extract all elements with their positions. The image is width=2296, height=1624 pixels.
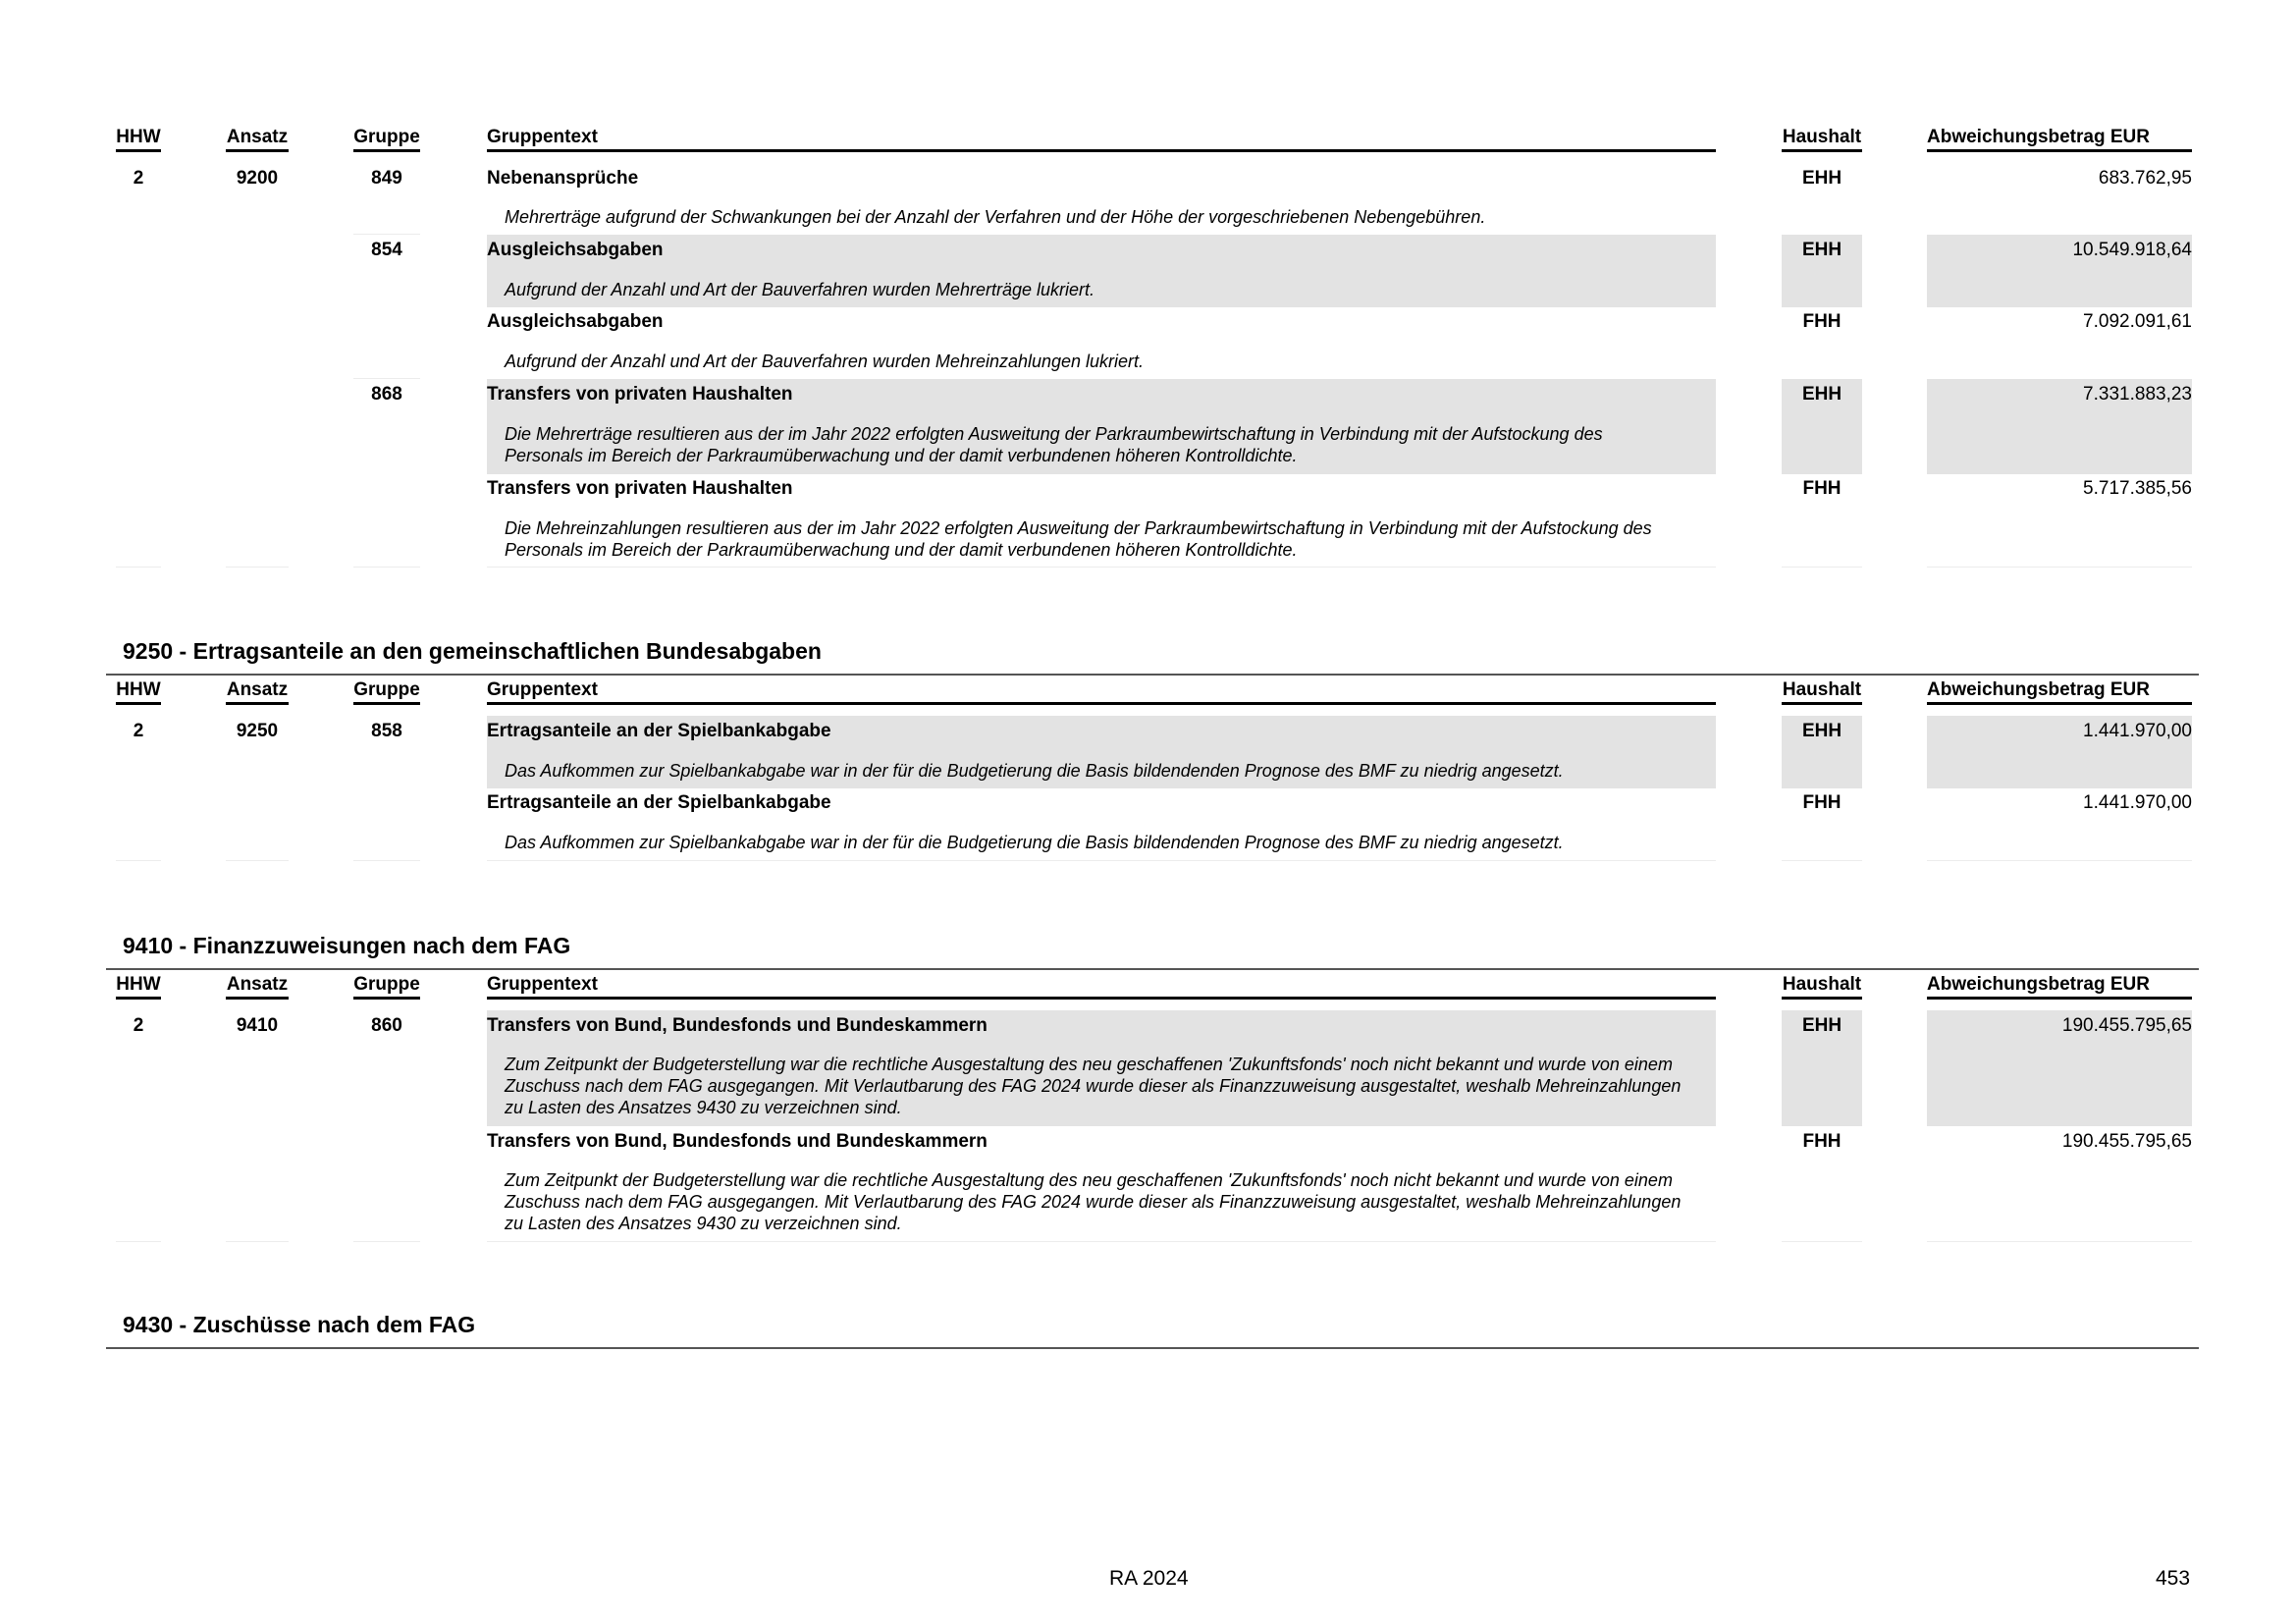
col-gruppentext: Gruppentext: [487, 126, 1716, 152]
haushalt-value: EHH: [1801, 721, 1842, 741]
col-hhw: HHW: [116, 126, 161, 152]
divider: [226, 1241, 289, 1242]
section-title-9250: 9250 - Ertragsanteile an den gemeinschaftlichen Bundesabgaben: [123, 638, 822, 664]
divider: [1927, 567, 2192, 568]
row-description: Zum Zeitpunkt der Budgeterstellung war die rechtliche Ausgestaltung des neu geschaffenen 'Zukunftsfonds' noch nicht bekannt und wurde von einem Zuschuss nach dem FAG ausgegangen. Mit Verlautbarung des FAG 2024 wurde dieser als Finanzzuweisung ausgestaltet, weshalb Mehreinzahlungen zu Lasten des Ansatzes 9430 zu verzeichnen sind.: [505, 1055, 1682, 1117]
row-description: Aufgrund der Anzahl und Art der Bauverfahren wurden Mehreinzahlungen lukriert.: [505, 352, 1145, 371]
divider: [226, 860, 289, 861]
divider: [353, 234, 420, 235]
amount-value: 7.092.091,61: [2083, 311, 2192, 332]
col-betrag: Abweichungsbetrag EUR: [1927, 126, 2192, 152]
divider: [353, 567, 420, 568]
haushalt-value: FHH: [1802, 1131, 1842, 1152]
gruppe-value: 858: [371, 721, 402, 741]
row-title: Ausgleichsabgaben: [487, 311, 664, 332]
row-title: Transfers von privaten Haushalten: [487, 384, 793, 405]
divider: [1927, 1241, 2192, 1242]
col-haushalt: Haushalt: [1782, 126, 1862, 152]
ansatz-value: 9250: [236, 721, 279, 741]
col-gruppe: Gruppe: [353, 678, 420, 705]
amount-value: 5.717.385,56: [2083, 478, 2192, 499]
col-haushalt: Haushalt: [1782, 973, 1862, 1000]
section-divider: [106, 674, 2199, 676]
divider: [1782, 860, 1862, 861]
amount-value: 190.455.795,65: [2061, 1015, 2192, 1036]
row-description: Die Mehreinzahlungen resultieren aus der im Jahr 2022 erfolgten Ausweitung der Parkraumbewirtschaftung in Verbindung mit der Aufstockung des Personals im Bereich der Parkraumüberwachung und der damit verbundenen höheren Kontrolldichte.: [505, 518, 1652, 560]
page-number: 453: [2156, 1567, 2191, 1590]
row-title: Transfers von Bund, Bundesfonds und Bundeskammern: [487, 1131, 988, 1152]
col-hhw: HHW: [116, 678, 161, 705]
row-description: Das Aufkommen zur Spielbankabgabe war in der für die Budgetierung die Basis bildendenden Prognose des BMF zu niedrig angesetzt.: [505, 833, 1564, 852]
row-title: Ausgleichsabgaben: [487, 240, 664, 260]
section-divider: [106, 1347, 2199, 1349]
divider: [353, 860, 420, 861]
haushalt-value: FHH: [1802, 478, 1842, 499]
section-title-9410: 9410 - Finanzzuweisungen nach dem FAG: [123, 933, 571, 958]
divider: [487, 567, 1716, 568]
row-description: Mehrerträge aufgrund der Schwankungen bei der Anzahl der Verfahren und der Höhe der vorgeschriebenen Nebengebühren.: [505, 207, 1486, 227]
amount-value: 7.331.883,23: [2083, 384, 2192, 405]
divider: [487, 1241, 1716, 1242]
amount-value: 190.455.795,65: [2061, 1131, 2192, 1152]
col-hhw: HHW: [116, 973, 161, 1000]
gruppe-value: 849: [371, 168, 402, 189]
row-title: Nebenansprüche: [487, 168, 639, 189]
divider: [226, 567, 289, 568]
col-ansatz: Ansatz: [226, 973, 289, 1000]
amount-value: 683.762,95: [2098, 168, 2192, 189]
divider: [1782, 567, 1862, 568]
hhw-value: 2: [133, 721, 144, 741]
hhw-value: 2: [133, 168, 144, 189]
col-haushalt: Haushalt: [1782, 678, 1862, 705]
section-divider: [106, 968, 2199, 970]
ansatz-value: 9410: [236, 1015, 279, 1036]
amount-value: 10.549.918,64: [2072, 240, 2192, 260]
divider: [116, 1241, 161, 1242]
divider: [487, 860, 1716, 861]
row-description: Das Aufkommen zur Spielbankabgabe war in der für die Budgetierung die Basis bildendenden Prognose des BMF zu niedrig angesetzt.: [505, 761, 1564, 781]
divider: [1927, 860, 2192, 861]
col-betrag: Abweichungsbetrag EUR: [1927, 973, 2192, 1000]
haushalt-value: EHH: [1801, 1015, 1842, 1036]
col-gruppe: Gruppe: [353, 126, 420, 152]
gruppe-value: 854: [371, 240, 402, 260]
row-title: Ertragsanteile an der Spielbankabgabe: [487, 792, 831, 813]
row-title: Ertragsanteile an der Spielbankabgabe: [487, 721, 831, 741]
row-description: Aufgrund der Anzahl und Art der Bauverfahren wurden Mehrerträge lukriert.: [505, 280, 1095, 299]
col-ansatz: Ansatz: [226, 126, 289, 152]
gruppe-value: 868: [371, 384, 402, 405]
hhw-value: 2: [133, 1015, 144, 1036]
haushalt-value: EHH: [1801, 384, 1842, 405]
haushalt-value: FHH: [1802, 311, 1842, 332]
col-gruppe: Gruppe: [353, 973, 420, 1000]
gruppe-value: 860: [371, 1015, 402, 1036]
haushalt-value: EHH: [1801, 168, 1842, 189]
haushalt-value: EHH: [1801, 240, 1842, 260]
row-title: Transfers von Bund, Bundesfonds und Bundeskammern: [487, 1015, 988, 1036]
divider: [353, 1241, 420, 1242]
section-title-9430: 9430 - Zuschüsse nach dem FAG: [123, 1312, 476, 1337]
col-gruppentext: Gruppentext: [487, 973, 1716, 1000]
ansatz-value: 9200: [236, 168, 279, 189]
amount-value: 1.441.970,00: [2083, 721, 2192, 741]
col-ansatz: Ansatz: [226, 678, 289, 705]
row-title: Transfers von privaten Haushalten: [487, 478, 793, 499]
haushalt-value: FHH: [1802, 792, 1842, 813]
amount-value: 1.441.970,00: [2083, 792, 2192, 813]
row-description: Die Mehrerträge resultieren aus der im Jahr 2022 erfolgten Ausweitung der Parkraumbewirtschaftung in Verbindung mit der Aufstockung des Personals im Bereich der Parkraumüberwachung und der damit verbundenen höheren Kontrolldichte.: [505, 424, 1603, 465]
divider: [353, 378, 420, 379]
divider: [116, 567, 161, 568]
footer-doc-label: RA 2024: [1109, 1567, 1189, 1590]
divider: [116, 860, 161, 861]
divider: [1782, 1241, 1862, 1242]
row-description: Zum Zeitpunkt der Budgeterstellung war die rechtliche Ausgestaltung des neu geschaffenen 'Zukunftsfonds' noch nicht bekannt und wurde von einem Zuschuss nach dem FAG ausgegangen. Mit Verlautbarung des FAG 2024 wurde dieser als Finanzzuweisung ausgestaltet, weshalb Mehreinzahlungen zu Lasten des Ansatzes 9430 zu verzeichnen sind.: [505, 1170, 1682, 1233]
col-gruppentext: Gruppentext: [487, 678, 1716, 705]
col-betrag: Abweichungsbetrag EUR: [1927, 678, 2192, 705]
